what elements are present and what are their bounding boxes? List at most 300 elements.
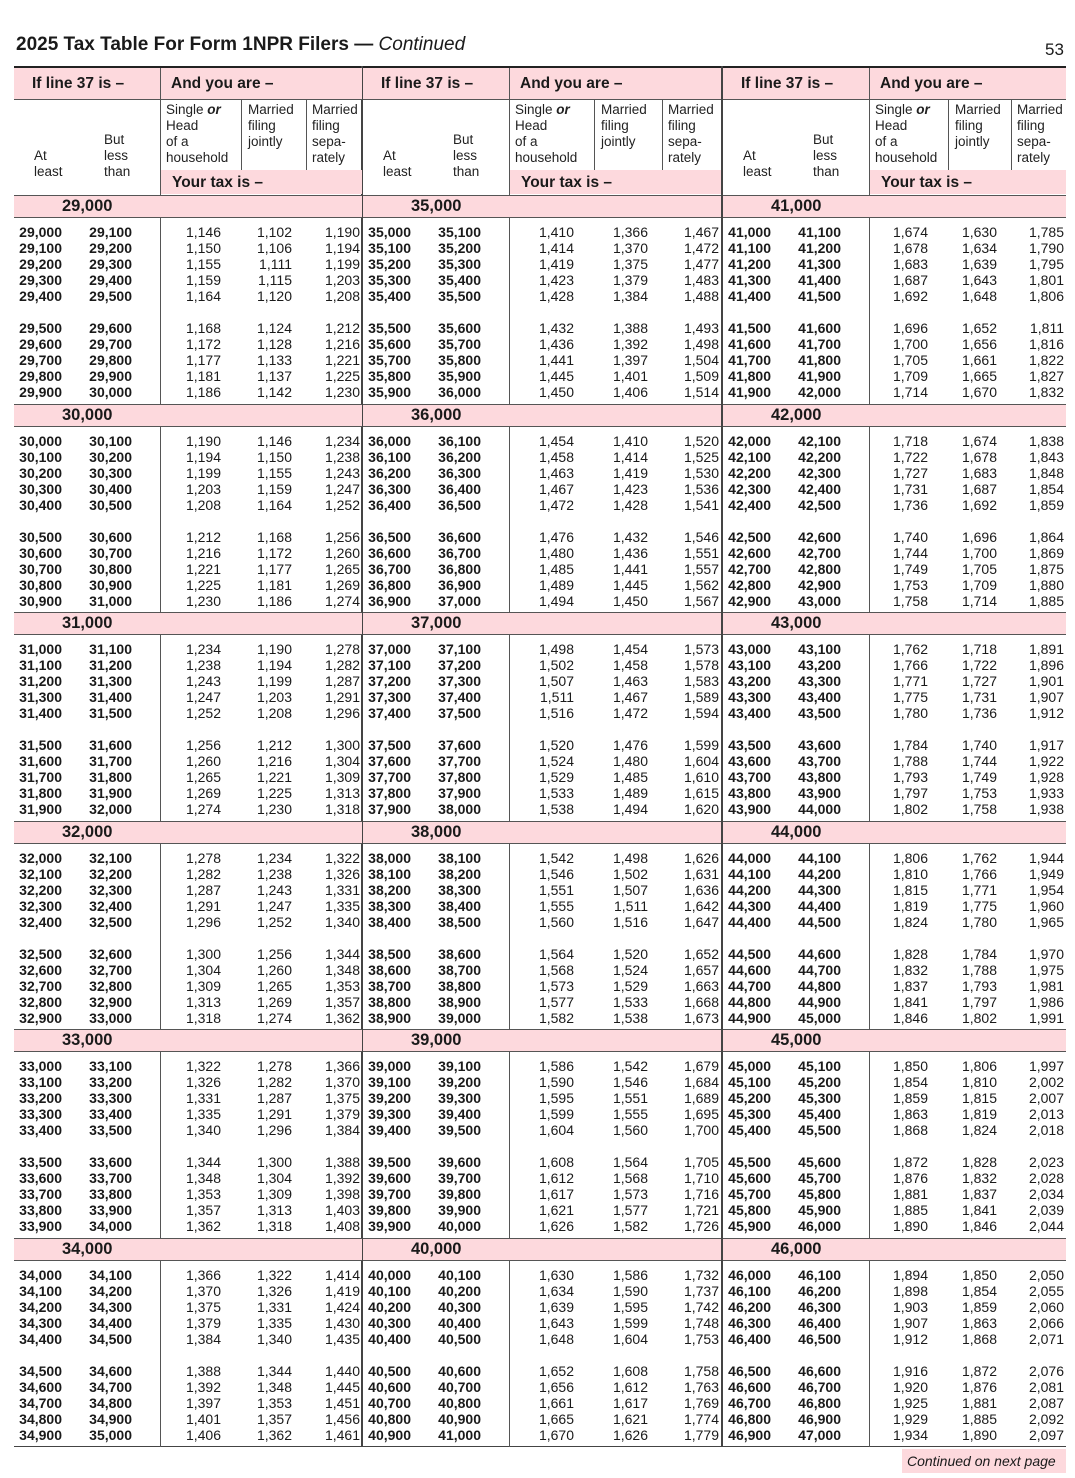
table-row [14,272,362,288]
tax-joint-value: 1,322 [256,1267,292,1283]
tax-single-value: 1,375 [185,1299,221,1315]
tax-single-value: 1,524 [538,753,574,769]
less-than-value: 42,200 [798,449,841,465]
tax-joint-value: 1,423 [612,481,648,497]
income-bracket-label: 39,000 [411,1031,462,1049]
less-than-value: 29,100 [89,224,132,240]
less-than-value: 30,600 [89,529,132,545]
table-row [14,1106,362,1122]
tax-single-value: 1,890 [892,1218,928,1234]
table-row [723,1186,1066,1202]
at-least-value: 44,200 [728,882,771,898]
header-label-line: sepa- [312,134,346,149]
less-than-value: 39,900 [438,1202,481,1218]
tax-joint-value: 1,863 [961,1315,997,1331]
tax-single-value: 1,300 [185,946,221,962]
table-row [363,256,721,272]
tax-single-value: 1,186 [185,384,221,400]
at-least-value: 46,000 [728,1267,771,1283]
at-least-value: 45,000 [728,1058,771,1074]
less-than-value: 45,000 [798,1010,841,1026]
at-least-value: 43,500 [728,737,771,753]
tax-joint-value: 1,472 [612,705,648,721]
income-bracket-label: 38,000 [411,823,462,841]
header-label-line: Married [955,102,1001,117]
tax-single-value: 1,837 [892,978,928,994]
tax-single-value: 1,903 [892,1299,928,1315]
tax-single-value: 1,810 [892,866,928,882]
tax-separate-value: 1,610 [683,769,719,785]
tax-joint-value: 1,626 [612,1427,648,1443]
tax-joint-value: 1,815 [961,1090,997,1106]
less-than-value: 40,900 [438,1411,481,1427]
table-row [723,545,1066,561]
header-label-line: jointly [601,134,636,149]
tax-joint-value: 1,885 [961,1411,997,1427]
tax-single-value: 1,802 [892,801,928,817]
less-than-value: 32,500 [89,914,132,930]
at-least-value: 31,500 [19,737,62,753]
tax-single-value: 1,247 [185,689,221,705]
tax-joint-value: 1,612 [612,1379,648,1395]
tax-single-value: 1,700 [892,336,928,352]
tax-single-value: 1,203 [185,481,221,497]
tax-single-value: 1,828 [892,946,928,962]
less-than-value: 33,500 [89,1122,132,1138]
tax-separate-value: 1,504 [683,352,719,368]
at-least-value: 45,100 [728,1074,771,1090]
less-than-value: 37,300 [438,673,481,689]
header-divider [363,99,721,100]
at-least-value: 29,400 [19,288,62,304]
at-least-value: 32,100 [19,866,62,882]
tax-separate-value: 1,199 [324,256,360,272]
tax-single-value: 1,401 [185,1411,221,1427]
tax-joint-value: 1,590 [612,1283,648,1299]
less-than-value: 42,100 [798,433,841,449]
tax-separate-value: 1,451 [324,1395,360,1411]
header-label-line: least [743,164,772,179]
table-row [14,545,362,561]
less-than-value: 43,600 [798,737,841,753]
tax-separate-value: 1,816 [1028,336,1064,352]
at-least-value: 45,700 [728,1186,771,1202]
tax-joint-value: 1,630 [961,224,997,240]
at-least-value: 30,000 [19,433,62,449]
at-least-value: 41,300 [728,272,771,288]
tax-single-value: 1,714 [892,384,928,400]
tax-joint-value: 1,155 [256,465,292,481]
tax-single-value: 1,414 [538,240,574,256]
tax-joint-value: 1,234 [256,850,292,866]
band-bottom-line [14,634,362,635]
table-row [723,449,1066,465]
less-than-value: 38,600 [438,946,481,962]
tax-single-value: 1,634 [538,1283,574,1299]
tax-single-value: 1,678 [892,240,928,256]
at-least-value: 37,900 [368,801,411,817]
tax-single-value: 1,683 [892,256,928,272]
table-row [363,1218,721,1234]
tax-single-value: 1,652 [538,1363,574,1379]
less-than-value: 43,800 [798,769,841,785]
band-bottom-line [14,1051,362,1052]
tax-joint-value: 1,828 [961,1154,997,1170]
tax-joint-value: 1,696 [961,529,997,545]
tax-joint-value: 1,538 [612,1010,648,1026]
tax-separate-value: 1,353 [324,978,360,994]
tax-joint-value: 1,542 [612,1058,648,1074]
tax-single-value: 1,260 [185,753,221,769]
table-row [723,1170,1066,1186]
table-row [723,1154,1066,1170]
table-row [363,1154,721,1170]
less-than-value: 42,800 [798,561,841,577]
less-than-value: 40,200 [438,1283,481,1299]
tax-separate-value: 1,875 [1028,561,1064,577]
tax-single-value: 1,296 [185,914,221,930]
header-your-tax-is: Your tax is – [510,170,721,194]
at-least-value: 45,900 [728,1218,771,1234]
at-least-value: 35,400 [368,288,411,304]
tax-separate-value: 1,652 [683,946,719,962]
table-row [14,801,362,817]
header-label-text: Single [515,102,557,117]
less-than-value: 40,500 [438,1331,481,1347]
income-bracket-header [14,196,362,217]
tax-joint-value: 1,665 [961,368,997,384]
less-than-value: 35,500 [438,288,481,304]
income-bracket-label: 29,000 [62,197,113,215]
table-row [363,1106,721,1122]
less-than-value: 31,100 [89,641,132,657]
less-than-value: 37,100 [438,641,481,657]
tax-separate-value: 1,758 [683,1363,719,1379]
table-row [723,1379,1066,1395]
table-row [723,368,1066,384]
table-row [723,850,1066,866]
table-row [723,272,1066,288]
at-least-value: 41,500 [728,320,771,336]
table-row [363,962,721,978]
less-than-value: 33,600 [89,1154,132,1170]
tax-single-value: 1,819 [892,898,928,914]
at-least-value: 30,500 [19,529,62,545]
tax-separate-value: 1,975 [1028,962,1064,978]
at-least-value: 32,800 [19,994,62,1010]
table-row [723,994,1066,1010]
tax-joint-value: 1,705 [961,561,997,577]
tax-separate-value: 1,234 [324,433,360,449]
tax-joint-value: 1,586 [612,1267,648,1283]
less-than-value: 29,600 [89,320,132,336]
at-least-value: 38,700 [368,978,411,994]
tax-joint-value: 1,480 [612,753,648,769]
at-least-value: 31,100 [19,657,62,673]
table-row [723,641,1066,657]
tax-single-value: 1,709 [892,368,928,384]
tax-single-value: 1,661 [538,1395,574,1411]
band-bottom-line [363,634,721,635]
table-row [14,1170,362,1186]
table-row [723,657,1066,673]
table-row [363,1315,721,1331]
tax-single-value: 1,582 [538,1010,574,1026]
less-than-value: 32,900 [89,994,132,1010]
income-bracket-header [363,1239,721,1260]
table-row [14,978,362,994]
tax-single-value: 1,208 [185,497,221,513]
at-least-value: 46,200 [728,1299,771,1315]
tax-separate-value: 1,488 [683,288,719,304]
tax-single-value: 1,313 [185,994,221,1010]
tax-single-value: 1,322 [185,1058,221,1074]
at-least-value: 34,300 [19,1315,62,1331]
tax-separate-value: 1,885 [1028,593,1064,609]
table-row [723,1122,1066,1138]
table-row [14,368,362,384]
less-than-value: 29,700 [89,336,132,352]
tax-separate-value: 2,007 [1028,1090,1064,1106]
less-than-value: 37,700 [438,753,481,769]
tax-joint-value: 1,502 [612,866,648,882]
tax-separate-value: 1,880 [1028,577,1064,593]
at-least-value: 30,100 [19,449,62,465]
less-than-value: 41,100 [798,224,841,240]
tax-separate-value: 1,278 [324,641,360,657]
table-row [363,882,721,898]
tax-separate-value: 1,737 [683,1283,719,1299]
tax-joint-value: 1,252 [256,914,292,930]
table-row [723,561,1066,577]
less-than-value: 39,800 [438,1186,481,1202]
at-least-value: 32,200 [19,882,62,898]
tax-joint-value: 1,595 [612,1299,648,1315]
tax-joint-value: 1,824 [961,1122,997,1138]
income-bracket-label: 44,000 [771,823,822,841]
tax-joint-value: 1,511 [614,898,648,914]
at-least-value: 29,800 [19,368,62,384]
at-least-value: 37,700 [368,769,411,785]
tax-joint-value: 1,749 [961,769,997,785]
at-least-value: 42,700 [728,561,771,577]
tax-single-value: 1,797 [892,785,928,801]
tax-joint-value: 1,102 [256,224,292,240]
at-least-value: 32,600 [19,962,62,978]
at-least-value: 36,100 [368,449,411,465]
less-than-value: 36,300 [438,465,481,481]
less-than-value: 37,500 [438,705,481,721]
tax-joint-value: 1,771 [961,882,997,898]
table-row [14,898,362,914]
at-least-value: 41,400 [728,288,771,304]
tax-single-value: 1,291 [185,898,221,914]
tax-separate-value: 2,018 [1028,1122,1064,1138]
header-label-line: At [34,148,47,163]
less-than-value: 45,200 [798,1074,841,1090]
tax-separate-value: 1,509 [683,368,719,384]
header-label-line: Married [248,102,294,117]
less-than-value: 41,500 [798,288,841,304]
less-than-value: 33,200 [89,1074,132,1090]
tax-single-value: 1,304 [185,962,221,978]
at-least-value: 37,300 [368,689,411,705]
table-row [14,1299,362,1315]
band-bottom-line [363,1260,721,1261]
less-than-value: 39,300 [438,1090,481,1106]
tax-joint-value: 1,859 [961,1299,997,1315]
tax-single-value: 1,410 [538,224,574,240]
tax-joint-value: 1,639 [961,256,997,272]
header-subdivider [948,100,949,172]
tax-joint-value: 1,313 [256,1202,292,1218]
table-row [14,433,362,449]
at-least-value: 32,700 [19,978,62,994]
table-row [363,689,721,705]
at-least-value: 43,400 [728,705,771,721]
tax-joint-value: 1,533 [612,994,648,1010]
header-but-less-than [453,132,479,180]
tax-joint-value: 1,555 [612,1106,648,1122]
at-least-value: 46,300 [728,1315,771,1331]
less-than-value: 34,000 [89,1218,132,1234]
tax-separate-value: 1,933 [1028,785,1064,801]
tax-single-value: 1,674 [892,224,928,240]
less-than-value: 37,000 [438,593,481,609]
tax-single-value: 1,934 [892,1427,928,1443]
tax-single-value: 1,379 [185,1315,221,1331]
tax-single-value: 1,388 [185,1363,221,1379]
less-than-value: 36,900 [438,577,481,593]
income-bracket-label: 33,000 [62,1031,113,1049]
table-column [723,66,1066,1447]
less-than-value: 32,200 [89,866,132,882]
at-least-value: 30,700 [19,561,62,577]
at-least-value: 43,100 [728,657,771,673]
table-row [363,737,721,753]
header-subdivider [662,100,663,172]
header-label-line: But [813,132,834,147]
tax-single-value: 1,168 [185,320,221,336]
tax-joint-value: 1,736 [961,705,997,721]
at-least-value: 44,600 [728,962,771,978]
tax-single-value: 1,925 [892,1395,928,1411]
header-if-line: If line 37 is – [14,68,160,100]
header-label-line: filing [955,118,983,133]
table-row [723,1315,1066,1331]
header-at-least [743,148,772,180]
tax-joint-value: 1,661 [961,352,997,368]
tax-joint-value: 1,406 [612,384,648,400]
band-bottom-line [723,634,1066,635]
table-row [723,465,1066,481]
tax-separate-value: 1,551 [683,545,719,561]
tax-single-value: 1,480 [538,545,574,561]
less-than-value: 38,400 [438,898,481,914]
less-than-value: 39,600 [438,1154,481,1170]
at-least-value: 44,000 [728,850,771,866]
less-than-value: 35,900 [438,368,481,384]
header-married-separately [668,102,714,166]
header-label-line [515,102,577,118]
at-least-value: 44,800 [728,994,771,1010]
less-than-value: 45,700 [798,1170,841,1186]
tax-single-value: 1,846 [892,1010,928,1026]
less-than-value: 30,500 [89,497,132,513]
less-than-value: 32,400 [89,898,132,914]
header-label-line: than [813,164,840,179]
less-than-value: 33,700 [89,1170,132,1186]
at-least-value: 34,600 [19,1379,62,1395]
tax-single-value: 1,705 [892,352,928,368]
at-least-value: 31,800 [19,785,62,801]
table-row [723,801,1066,817]
tax-separate-value: 1,252 [324,497,360,513]
at-least-value: 33,800 [19,1202,62,1218]
tax-single-value: 1,370 [185,1283,221,1299]
at-least-value: 37,500 [368,737,411,753]
header-subdivider [1011,100,1012,172]
less-than-value: 31,800 [89,769,132,785]
tax-single-value: 1,727 [892,465,928,481]
at-least-value: 34,700 [19,1395,62,1411]
table-row [363,705,721,721]
tax-joint-value: 1,551 [612,1090,648,1106]
header-subdivider [594,100,595,172]
tax-single-value: 1,731 [892,481,928,497]
tax-joint-value: 1,775 [961,898,997,914]
at-least-value: 34,100 [19,1283,62,1299]
less-than-value: 32,300 [89,882,132,898]
tax-joint-value: 1,203 [256,689,292,705]
tax-separate-value: 1,366 [324,1058,360,1074]
at-least-value: 35,900 [368,384,411,400]
tax-single-value: 1,749 [892,561,928,577]
tax-joint-value: 1,115 [258,272,292,288]
table-row [14,1411,362,1427]
tax-joint-value: 1,546 [612,1074,648,1090]
at-least-value: 43,900 [728,801,771,817]
at-least-value: 35,700 [368,352,411,368]
table-row [363,866,721,882]
table-row [14,593,362,609]
tax-separate-value: 1,954 [1028,882,1064,898]
tax-single-value: 1,665 [538,1411,574,1427]
tax-single-value: 1,753 [892,577,928,593]
tax-separate-value: 1,599 [683,737,719,753]
at-least-value: 40,500 [368,1363,411,1379]
less-than-value: 31,000 [89,593,132,609]
less-than-value: 42,500 [798,497,841,513]
table-row [723,288,1066,304]
tax-joint-value: 1,120 [256,288,292,304]
tax-joint-value: 1,498 [612,850,648,866]
less-than-value: 45,300 [798,1090,841,1106]
tax-single-value: 1,265 [185,769,221,785]
tax-joint-value: 1,731 [961,689,997,705]
tax-joint-value: 1,520 [612,946,648,962]
tax-joint-value: 1,722 [961,657,997,673]
tax-separate-value: 1,567 [683,593,719,609]
at-least-value: 44,400 [728,914,771,930]
less-than-value: 38,000 [438,801,481,817]
less-than-value: 41,000 [438,1427,481,1443]
table-row [723,769,1066,785]
less-than-value: 30,100 [89,433,132,449]
less-than-value: 40,100 [438,1267,481,1283]
at-least-value: 43,800 [728,785,771,801]
at-least-value: 39,600 [368,1170,411,1186]
